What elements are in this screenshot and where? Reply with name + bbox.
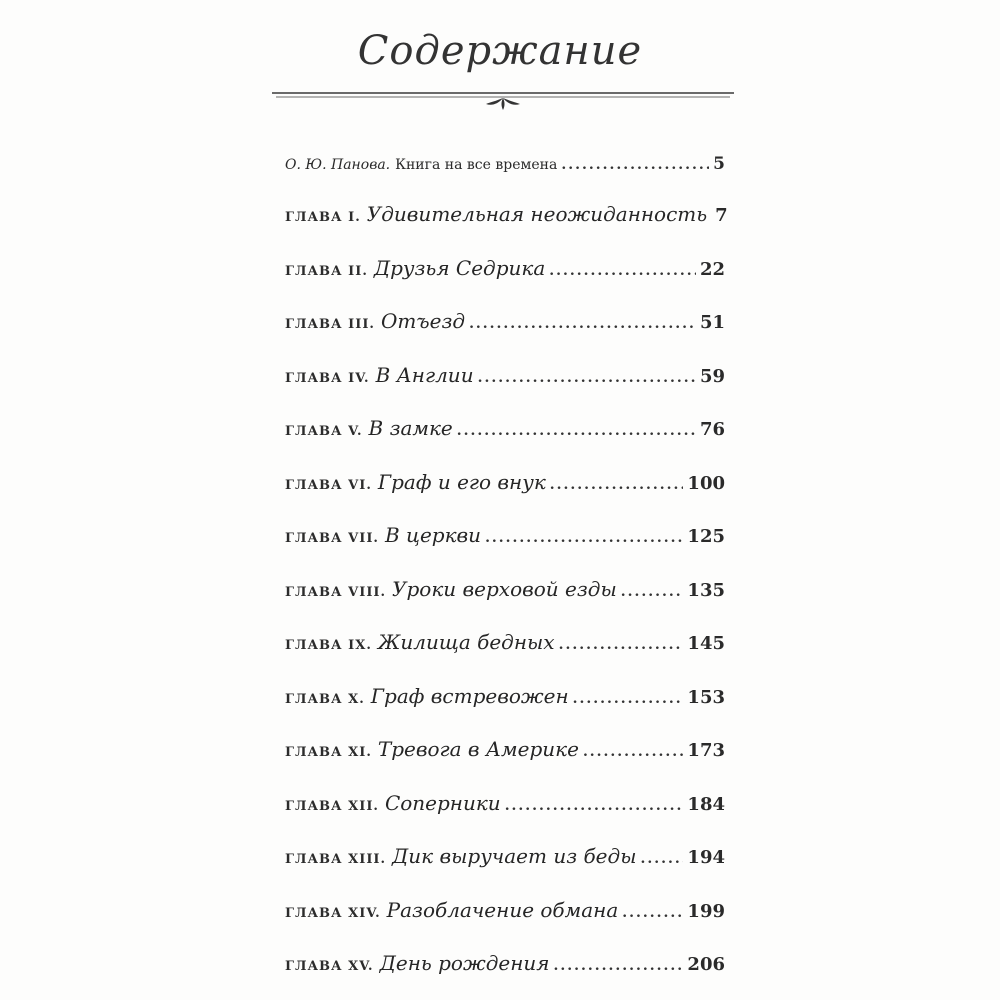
- dot-leader: [559, 619, 684, 673]
- toc-entry-chapter[interactable]: [285, 402, 725, 456]
- page-number: 153: [687, 686, 725, 708]
- page-number: 125: [687, 526, 725, 547]
- chapter-label: ГЛАВА VIII.: [285, 584, 387, 600]
- toc-entry-chapter[interactable]: [285, 937, 725, 991]
- chapter-label: ГЛАВА XII.: [285, 798, 379, 814]
- dot-leader: [469, 298, 696, 352]
- intro-title: Книга на все времена: [395, 157, 558, 173]
- dot-leader: [457, 405, 696, 459]
- dot-leader: [573, 673, 684, 727]
- page-number: 173: [687, 740, 725, 761]
- chapter-label: ГЛАВА XV.: [285, 959, 374, 974]
- chapter-title: День рождения: [379, 951, 550, 975]
- chapter-label: ГЛАВА II.: [285, 263, 368, 279]
- dot-leader: [485, 512, 683, 566]
- chapter-title: Жилища бедных: [377, 630, 555, 654]
- dot-leader: [505, 780, 684, 834]
- toc-entry-chapter[interactable]: [285, 242, 725, 296]
- page-number: 184: [687, 793, 725, 815]
- toc-entry-chapter[interactable]: [285, 563, 725, 617]
- chapter-label: ГЛАВА IV.: [285, 370, 370, 386]
- page-number: 5: [713, 154, 725, 174]
- toc-entry-chapter[interactable]: [285, 670, 725, 724]
- chapter-title: Отъезд: [380, 309, 466, 333]
- page-title: Содержание: [357, 28, 643, 74]
- page-number: 100: [687, 472, 725, 494]
- chapter-title: В церкви: [384, 523, 482, 547]
- page-number: 206: [687, 954, 725, 975]
- dot-leader: [478, 352, 696, 406]
- toc-entry-chapter[interactable]: [285, 830, 725, 884]
- ornament-divider-icon: [272, 84, 734, 114]
- chapter-title: Граф и его внук: [377, 469, 546, 494]
- toc-entry-chapter[interactable]: [285, 723, 725, 777]
- page-number: 7: [715, 205, 728, 226]
- page-number: 194: [687, 847, 725, 868]
- chapter-title: Соперники: [384, 790, 501, 815]
- chapter-title: Граф встревожен: [370, 683, 569, 708]
- page-number: 51: [699, 312, 725, 333]
- intro-author: О. Ю. Панова.: [285, 157, 391, 173]
- toc-entry-chapter[interactable]: [285, 188, 728, 242]
- chapter-label: ГЛАВА XIV.: [285, 905, 381, 921]
- chapter-label: ГЛАВА V.: [285, 424, 363, 439]
- toc-entry-chapter[interactable]: [285, 295, 725, 349]
- table-of-contents: [285, 140, 728, 991]
- toc-entry-chapter[interactable]: [285, 349, 725, 403]
- dot-leader: [549, 245, 696, 299]
- chapter-label: ГЛАВА IX.: [285, 638, 372, 653]
- toc-entry-intro[interactable]: [285, 140, 725, 188]
- toc-entry-chapter[interactable]: [285, 616, 725, 670]
- page-number: 22: [699, 258, 725, 280]
- dot-leader: [554, 940, 684, 994]
- chapter-label: ГЛАВА I.: [285, 210, 361, 225]
- chapter-label: ГЛАВА VI.: [285, 477, 372, 493]
- dot-leader: [621, 566, 684, 620]
- chapter-title: В замке: [368, 416, 453, 440]
- chapter-title: Тревога в Америке: [377, 737, 579, 761]
- page-number: 145: [687, 633, 725, 654]
- dot-leader: [640, 833, 683, 887]
- page-number: 59: [699, 365, 725, 387]
- dot-leader: [561, 141, 709, 189]
- page-number: 135: [687, 579, 725, 601]
- chapter-title: Разоблачение обмана: [386, 897, 619, 922]
- chapter-label: ГЛАВА X.: [285, 691, 365, 707]
- toc-entry-chapter[interactable]: [285, 777, 725, 831]
- page-number: 199: [687, 900, 725, 922]
- chapter-title: Удивительная неожиданность: [366, 202, 708, 226]
- chapter-title: Уроки верховой езды: [392, 576, 617, 601]
- chapter-title: Дик выручает из беды: [392, 844, 637, 868]
- chapter-label: ГЛАВА III.: [285, 317, 375, 332]
- dot-leader: [583, 726, 683, 780]
- chapter-label: ГЛАВА XI.: [285, 745, 372, 760]
- dot-leader: [550, 459, 684, 513]
- chapter-label: ГЛАВА VII.: [285, 531, 379, 546]
- chapter-title: В Англии: [375, 362, 474, 387]
- toc-entry-chapter[interactable]: [285, 884, 725, 938]
- toc-entry-chapter[interactable]: [285, 456, 725, 510]
- toc-entry-chapter[interactable]: [285, 509, 725, 563]
- page-number: 76: [699, 419, 725, 440]
- dot-leader: [622, 887, 683, 941]
- chapter-title: Друзья Седрика: [373, 255, 546, 280]
- chapter-label: ГЛАВА XIII.: [285, 852, 387, 867]
